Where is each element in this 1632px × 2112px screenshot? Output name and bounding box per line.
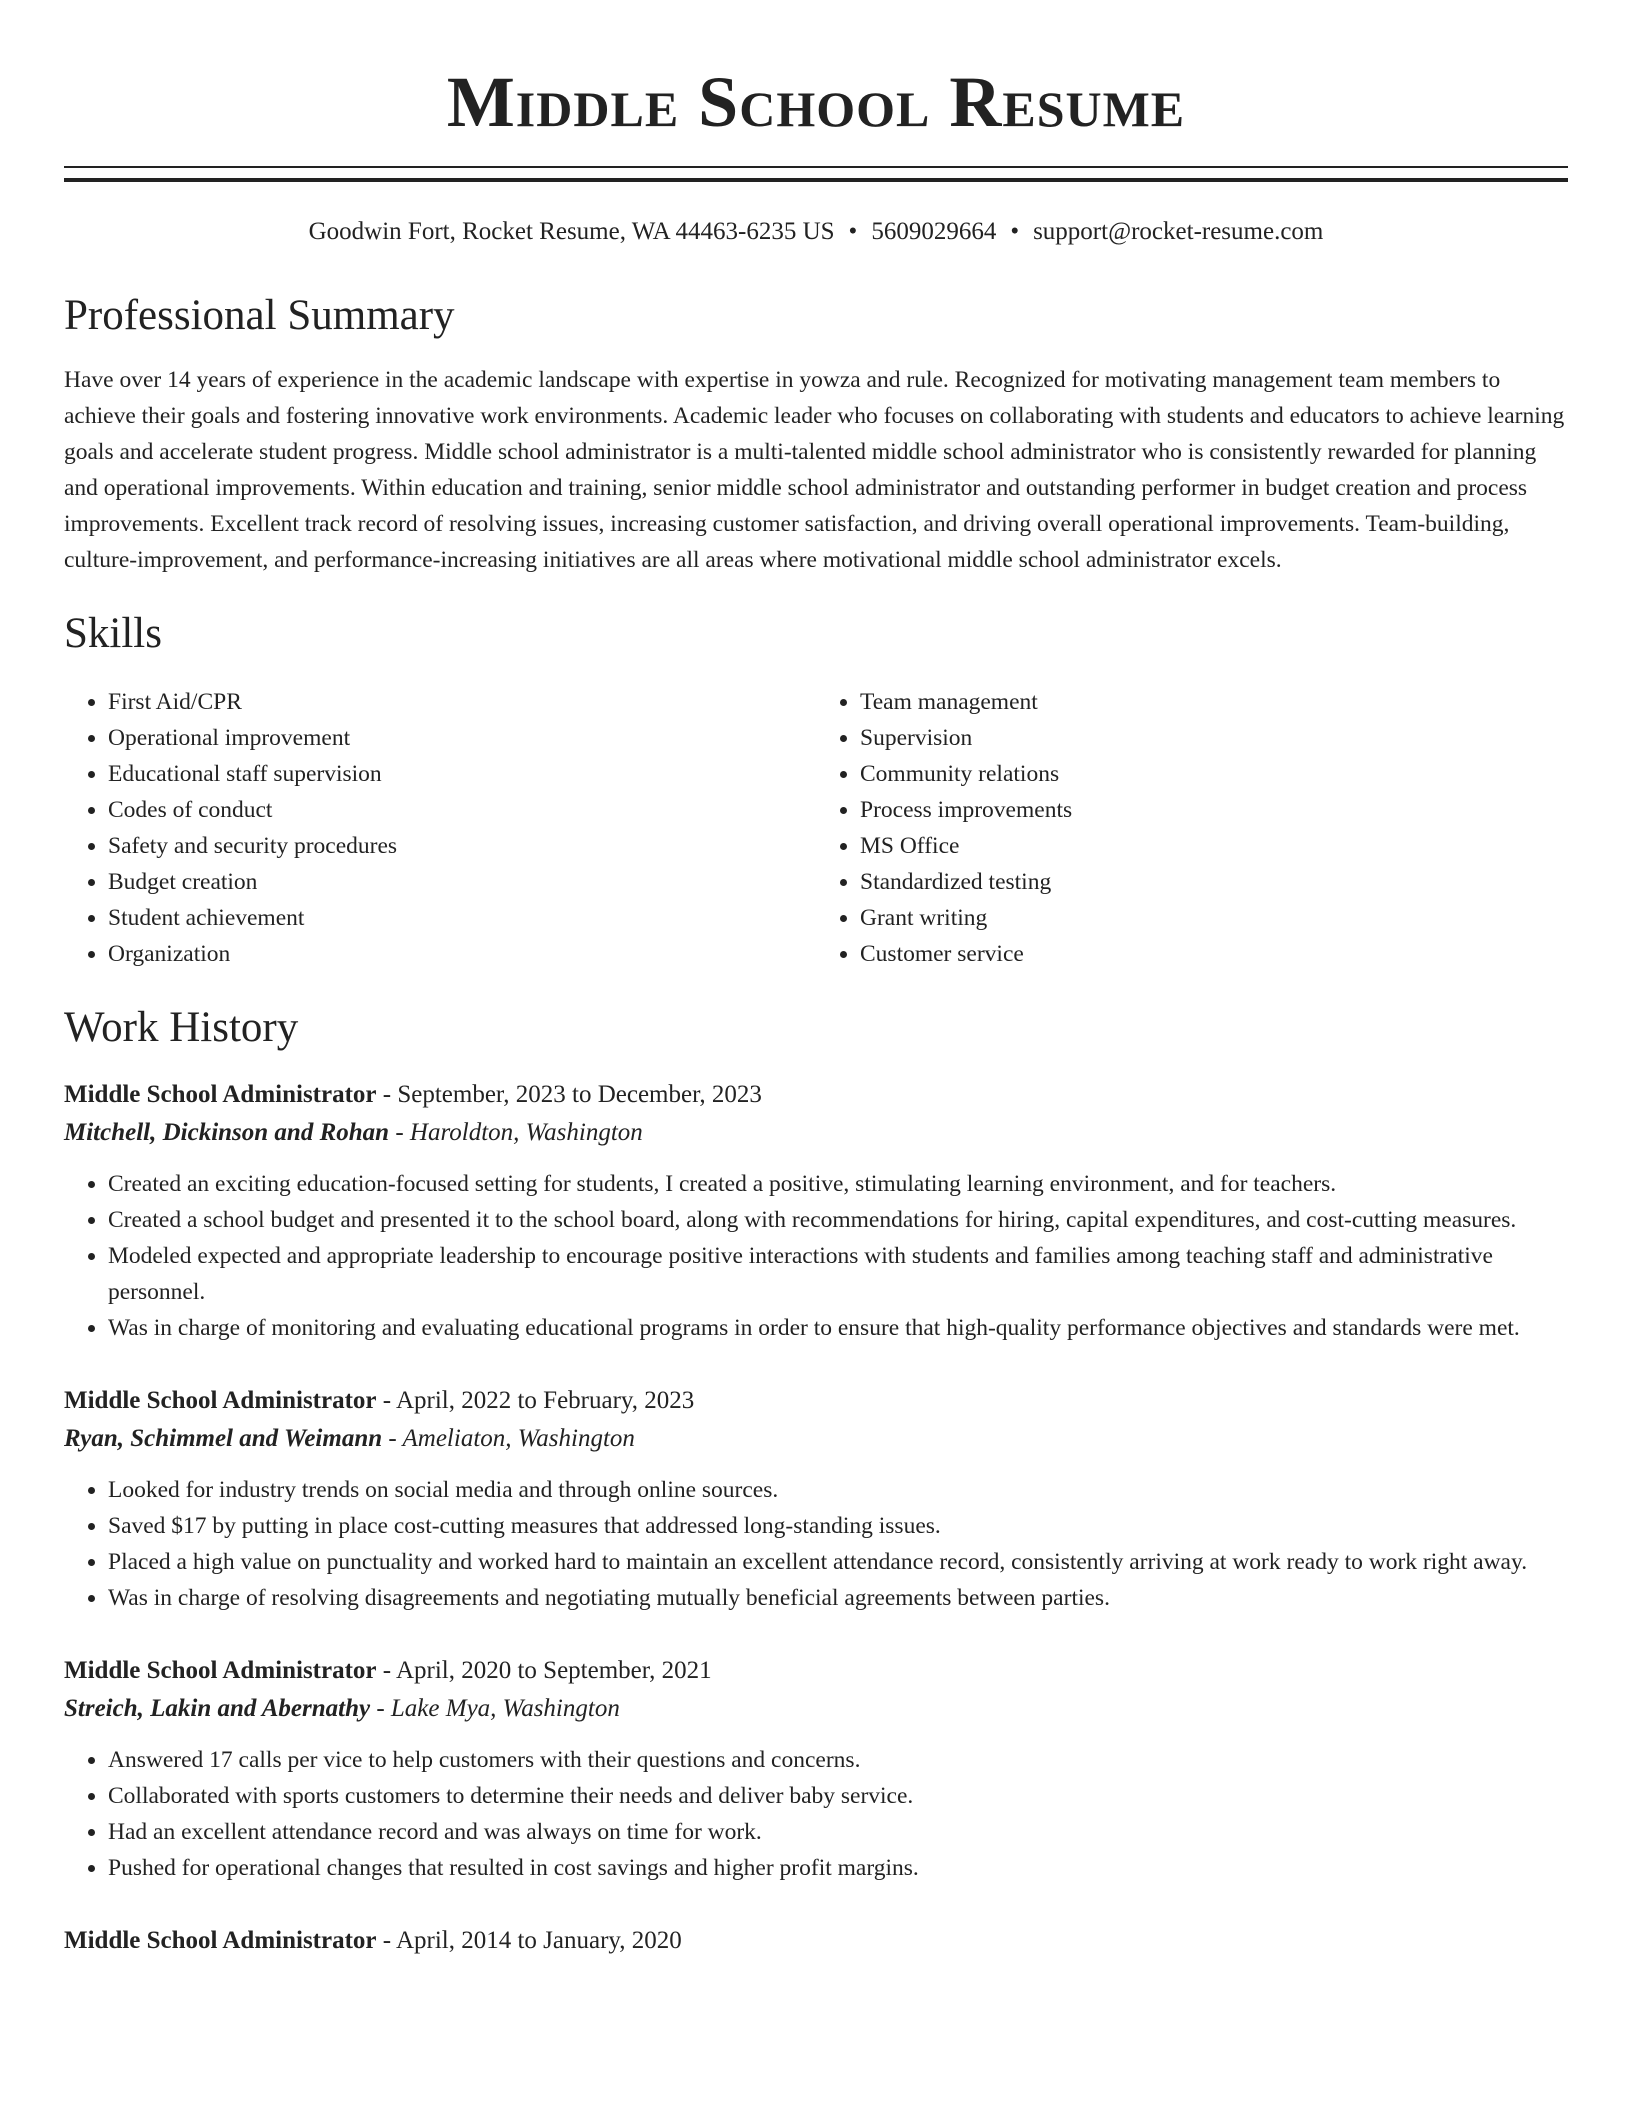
skills-heading: Skills xyxy=(64,610,162,657)
contact-separator: • xyxy=(848,218,858,245)
job-bullet: • Collaborated with sports customers to determine their needs and deliver baby service. xyxy=(108,1778,1568,1814)
work-history-heading: Work History xyxy=(64,1004,299,1051)
job-bullet: • Answered 17 calls per vice to help customers with their questions and concerns. xyxy=(108,1742,1568,1778)
job-company: Ryan, Schimmel and Weimann xyxy=(64,1425,383,1452)
job-dates: - April, 2020 to September, 2021 xyxy=(376,1657,712,1684)
contact-separator: • xyxy=(1010,218,1020,245)
contact-address: Goodwin Fort, Rocket Resume, WA 44463-6235 US xyxy=(308,218,835,245)
skill-item: • Grant writing xyxy=(860,900,1568,936)
job-bullets xyxy=(64,1472,1568,1616)
job-bullet: • Created a school budget and presented it to the school board, along with recommendations for hiring, capital expenditures, and cost-cutting measures. xyxy=(108,1202,1568,1238)
job-location: - Haroldton, Washington xyxy=(389,1119,643,1146)
job-title: Middle School Administrator xyxy=(64,1387,377,1414)
skill-item: • Supervision xyxy=(860,720,1568,756)
job-dates: - September, 2023 to December, 2023 xyxy=(376,1081,762,1108)
job-bullet: • Looked for industry trends on social media and through online sources. xyxy=(108,1472,1568,1508)
job-location: - Lake Mya, Washington xyxy=(370,1695,620,1722)
skill-item: • Process improvements xyxy=(860,792,1568,828)
skill-item: • Organization xyxy=(108,936,816,972)
job-bullets xyxy=(64,1742,1568,1886)
job-bullet: • Had an excellent attendance record and was always on time for work. xyxy=(108,1814,1568,1850)
skill-item: • Standardized testing xyxy=(860,864,1568,900)
job-title: Middle School Administrator xyxy=(64,1927,377,1954)
job-dates: - April, 2022 to February, 2023 xyxy=(376,1387,695,1414)
job-company: Mitchell, Dickinson and Rohan xyxy=(64,1119,390,1146)
contact-line xyxy=(64,216,1568,248)
job-title-line xyxy=(64,1076,1568,1114)
skills-list-right xyxy=(816,684,1568,972)
job-bullet: • Created an exciting education-focused setting for students, I created a positive, stimulating learning environment, and for teachers. xyxy=(108,1166,1568,1202)
skill-item: • Budget creation xyxy=(108,864,816,900)
job-company-line xyxy=(64,1690,1568,1728)
skill-item: • Team management xyxy=(860,684,1568,720)
job-title-line xyxy=(64,1652,1568,1690)
skill-item: • Educational staff supervision xyxy=(108,756,816,792)
job-company: Streich, Lakin and Abernathy xyxy=(64,1695,371,1722)
skill-item: • Community relations xyxy=(860,756,1568,792)
job-entry xyxy=(64,1652,1568,1886)
job-bullets xyxy=(64,1166,1568,1346)
title-double-rule xyxy=(64,166,1568,182)
job-bullet: • Modeled expected and appropriate leadership to encourage positive interactions with students and families among teaching staff and administrative personnel. xyxy=(108,1238,1568,1310)
job-bullet: • Saved $17 by putting in place cost-cutting measures that addressed long-standing issues. xyxy=(108,1508,1568,1544)
job-bullet: • Was in charge of resolving disagreements and negotiating mutually beneficial agreements between parties. xyxy=(108,1580,1568,1616)
job-bullet: • Placed a high value on punctuality and worked hard to maintain an excellent attendance record, consistently arriving at work ready to work right away. xyxy=(108,1544,1568,1580)
skills-list-left xyxy=(64,684,816,972)
summary-heading: Professional Summary xyxy=(64,292,455,339)
job-company-line xyxy=(64,1420,1568,1458)
job-entry xyxy=(64,1076,1568,1346)
job-dates: - April, 2014 to January, 2020 xyxy=(376,1927,682,1954)
job-entry xyxy=(64,1382,1568,1616)
contact-phone: 5609029664 xyxy=(871,218,997,245)
skill-item: • Customer service xyxy=(860,936,1568,972)
contact-email: support@rocket-resume.com xyxy=(1033,218,1324,245)
skill-item: • Codes of conduct xyxy=(108,792,816,828)
job-entry xyxy=(64,1922,1568,1960)
job-title-line xyxy=(64,1382,1568,1420)
skill-item: • Operational improvement xyxy=(108,720,816,756)
job-location: - Ameliaton, Washington xyxy=(382,1425,635,1452)
job-bullet: • Pushed for operational changes that resulted in cost savings and higher profit margins. xyxy=(108,1850,1568,1886)
skill-item: • Student achievement xyxy=(108,900,816,936)
job-title: Middle School Administrator xyxy=(64,1657,377,1684)
skills-columns xyxy=(64,684,1568,972)
job-bullet: • Was in charge of monitoring and evaluating educational programs in order to ensure that high-quality performance objectives and standards were met. xyxy=(108,1310,1568,1346)
skill-item: • First Aid/CPR xyxy=(108,684,816,720)
skill-item: • Safety and security procedures xyxy=(108,828,816,864)
job-company-line xyxy=(64,1114,1568,1152)
resume-title: Middle School Resume xyxy=(446,62,1186,142)
skill-item: • MS Office xyxy=(860,828,1568,864)
summary-text: Have over 14 years of experience in the academic landscape with expertise in yowza and rule. Recognized for motivating management team members to achieve their goals and fostering innovative work environments. Academic leader who focuses on collaborating with students and educators to achieve learning goals and accelerate student progress. Middle school administrator is a multi-talented middle school administrator who is consistently rewarded for planning and operational improvements. Within education and training, senior middle school administrator and outstanding performer in budget creation and process improvements. Excellent track record of resolving issues, increasing customer satisfaction, and driving overall operational improvements. Team-building, culture-improvement, and performance-increasing initiatives are all areas where motivational middle school administrator excels. xyxy=(64,367,1565,573)
job-title-line xyxy=(64,1922,1568,1960)
job-title: Middle School Administrator xyxy=(64,1081,377,1108)
